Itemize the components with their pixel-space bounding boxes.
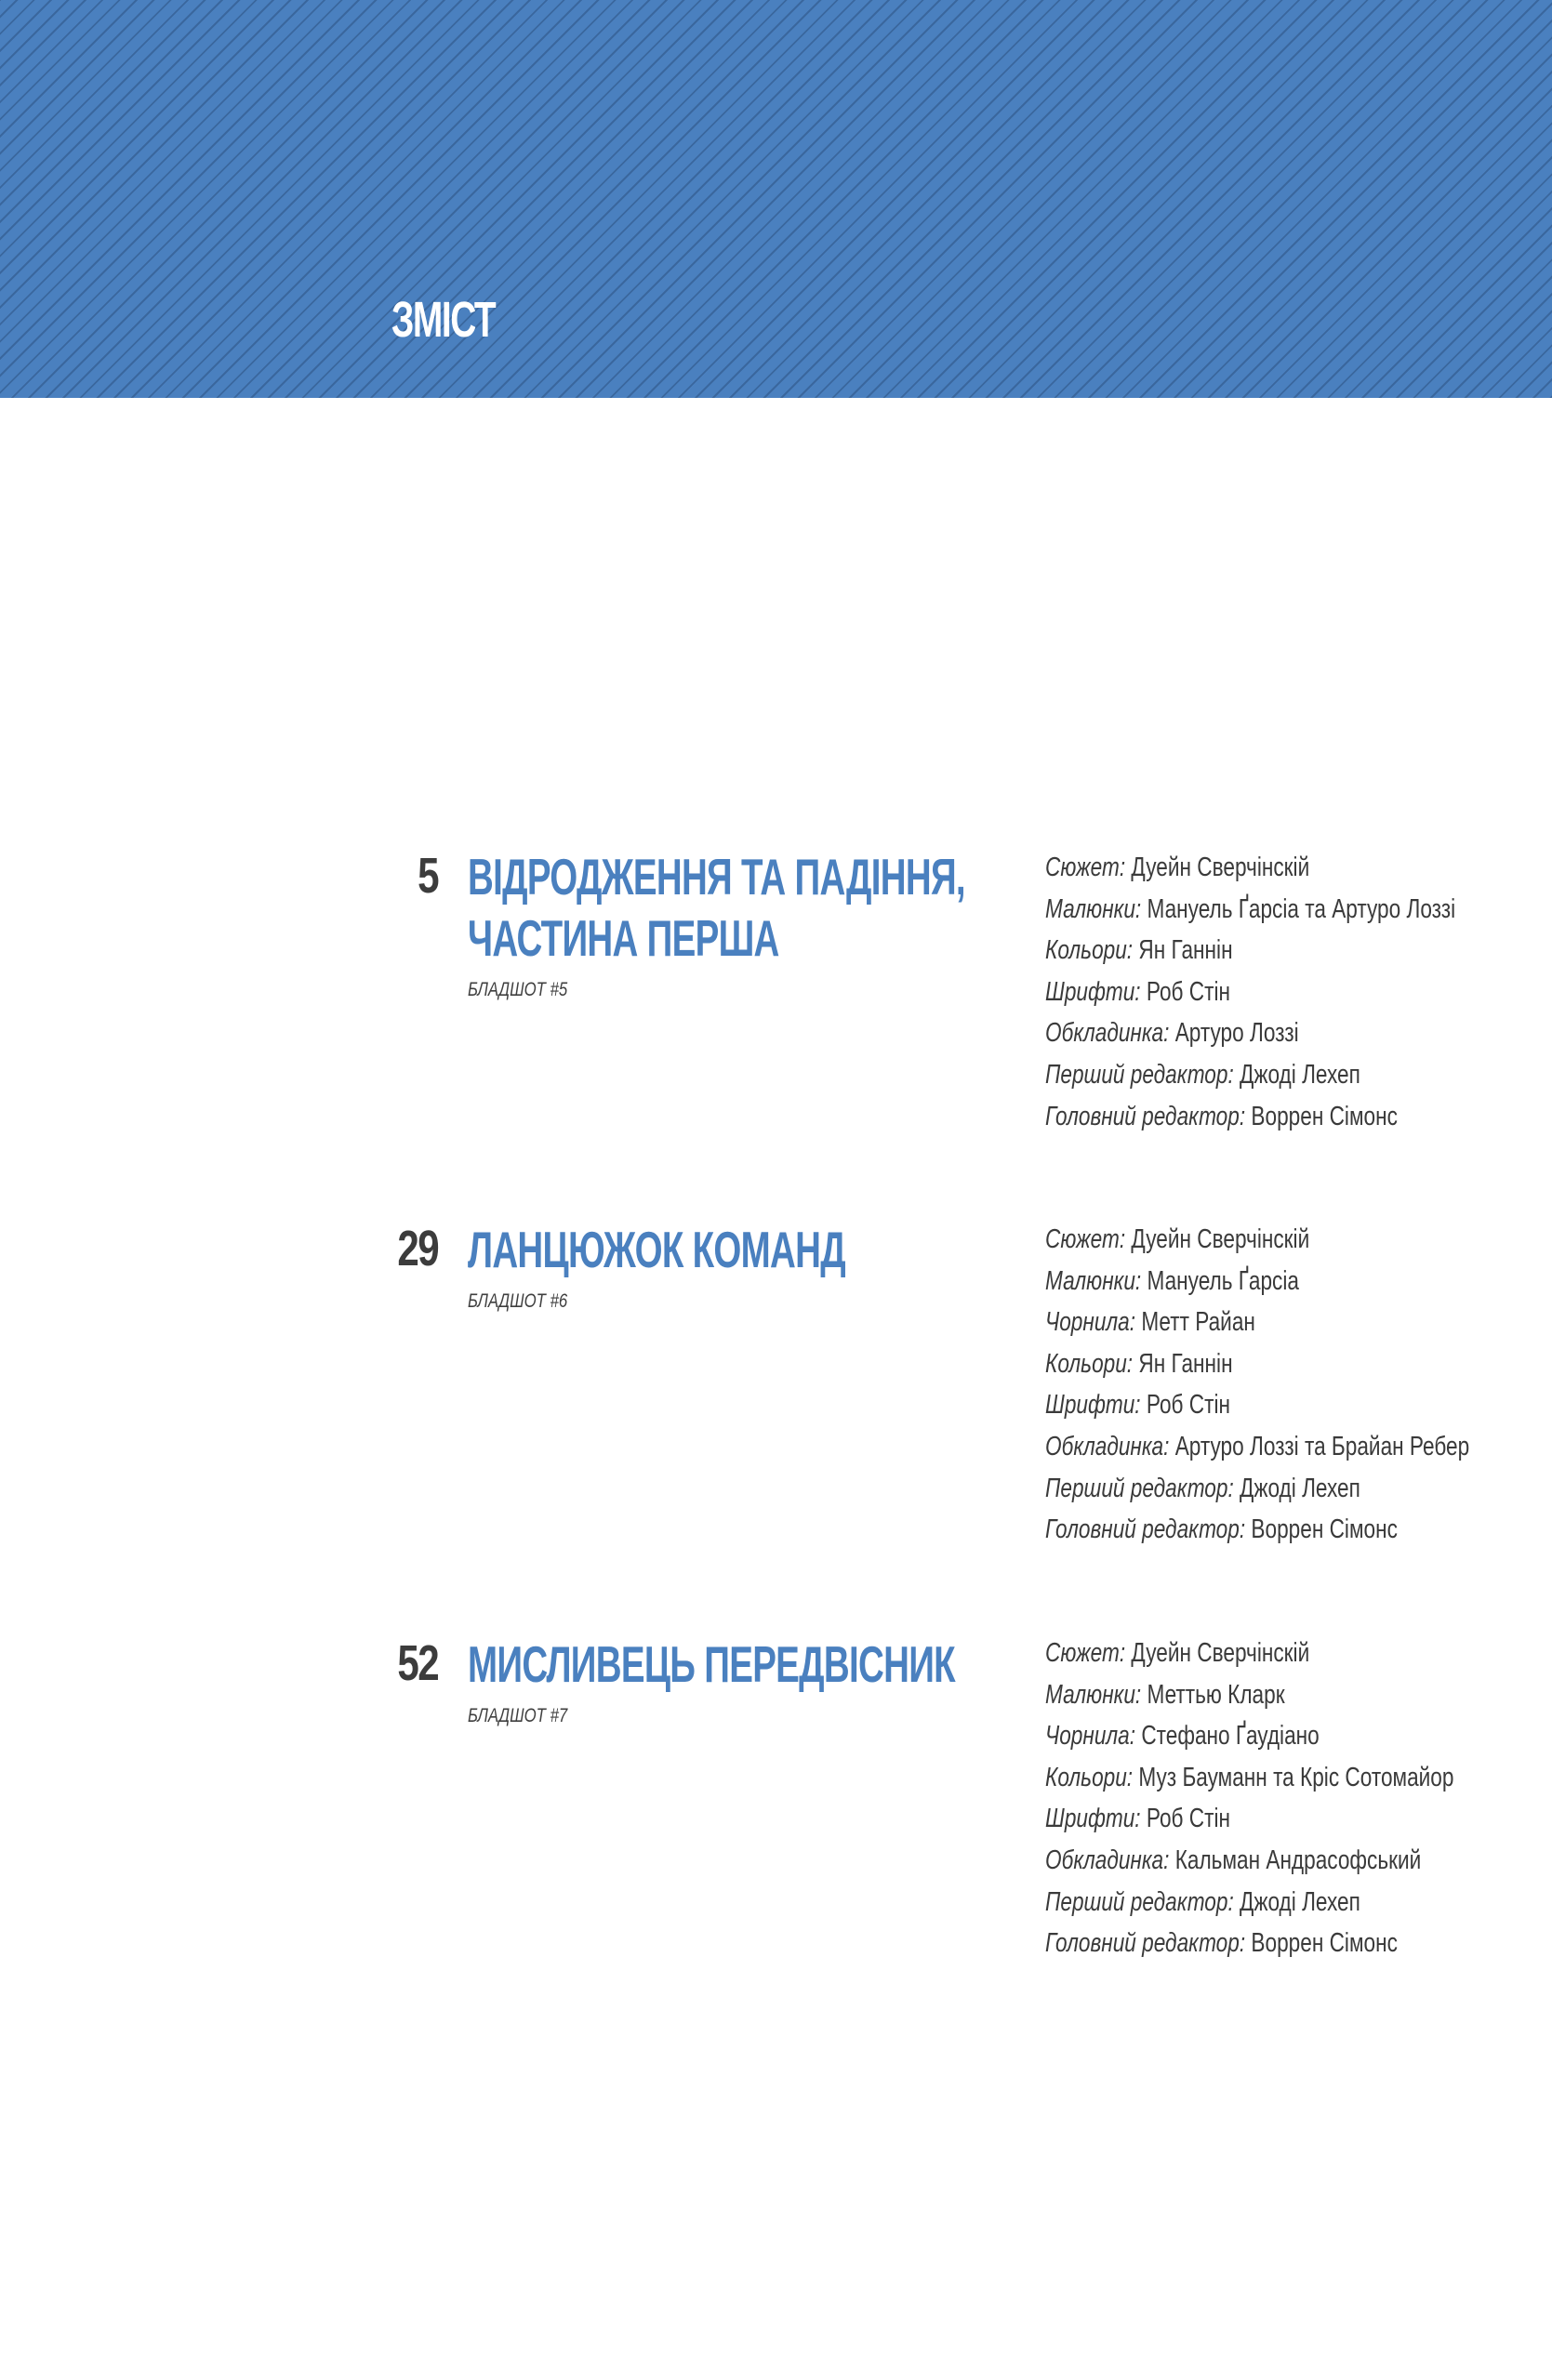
credit-name: Джоді Лехеп [1240,1886,1360,1917]
credit-name: Мануель Ґарсіа та Артуро Лоззі [1147,893,1456,924]
credit-name: Метт Райан [1141,1307,1255,1338]
page-number: 52 [397,1635,438,1691]
story-title-line: МИСЛИВЕЦЬ ПЕРЕДВІСНИК [468,1635,955,1693]
credit-line [1045,1219,1437,1261]
credit-role: Перший редактор: [1045,1059,1234,1090]
credit-role: Чорнила: [1045,1721,1136,1752]
credits-list [1045,1219,1547,1551]
credit-name: Воррен Сімонс [1251,1928,1398,1959]
story-title-line: ЧАСТИНА ПЕРША [468,909,779,967]
credit-name: Кальман Андрасофський [1174,1844,1422,1875]
credit-role: Малюнки: [1045,1679,1142,1710]
credit-line [1045,1012,1437,1054]
credit-name: Меттью Кларк [1147,1679,1285,1710]
credit-name: Джоді Лехеп [1240,1059,1360,1090]
credit-role: Головний редактор: [1045,1101,1246,1131]
credit-role: Головний редактор: [1045,1514,1246,1545]
credit-role: Обкладинка: [1045,1431,1170,1461]
credit-line [1045,972,1437,1013]
credit-role: Сюжет: [1045,1638,1126,1668]
credit-line [1045,1840,1437,1882]
credit-name: Мануель Ґарсіа [1147,1265,1299,1296]
credit-name: Ян Ганнін [1138,1348,1233,1379]
credit-name: Воррен Сімонс [1251,1514,1398,1545]
credit-role: Малюнки: [1045,1265,1142,1296]
credit-name: Стефано Ґаудіано [1141,1721,1320,1752]
credit-line [1045,1426,1470,1468]
issue-label: БЛАДШОТ #7 [468,1705,568,1726]
credit-name: Дуейн Сверчінскій [1131,1224,1310,1254]
credit-line [1045,1302,1437,1343]
header-band [0,0,1552,398]
credit-line [1045,1096,1437,1138]
credit-role: Обкладинка: [1045,1018,1170,1049]
credit-role: Кольори: [1045,1762,1134,1792]
credit-line [1045,1261,1437,1302]
credit-role: Шрифти: [1045,976,1141,1007]
credit-role: Перший редактор: [1045,1473,1234,1503]
credit-name: Дуейн Сверчінскій [1131,853,1310,882]
credit-role: Обкладинка: [1045,1844,1170,1875]
credit-line [1045,1757,1454,1799]
credit-line [1045,1633,1437,1674]
credit-line [1045,847,1437,889]
credit-line [1045,1882,1437,1924]
credit-line [1045,889,1456,931]
credit-name: Дуейн Сверчінскій [1131,1638,1310,1668]
credits-list [1045,847,1547,1137]
story-title-block [468,1219,1026,1314]
credit-name: Муз Бауманн та Кріс Сотомайор [1138,1762,1454,1792]
credit-role: Кольори: [1045,1348,1134,1379]
credit-line [1045,1054,1437,1096]
credit-role: Головний редактор: [1045,1928,1246,1959]
credit-line [1045,1674,1437,1716]
credit-name: Артуро Лоззі та Брайан Ребер [1174,1431,1470,1461]
credit-role: Сюжет: [1045,853,1126,882]
credit-line [1045,930,1437,972]
credit-line [1045,1798,1437,1840]
page-title: ЗМІСТ [391,292,496,348]
credit-line [1045,1715,1437,1757]
credit-name: Воррен Сімонс [1251,1101,1398,1131]
credit-name: Артуро Лоззі [1174,1018,1299,1049]
credit-line [1045,1468,1437,1510]
credit-line [1045,1509,1437,1551]
credit-name: Роб Стін [1146,976,1231,1007]
page-number: 5 [418,848,438,904]
story-title-block [468,1633,1026,1728]
credit-line [1045,1343,1437,1385]
credit-line [1045,1384,1437,1426]
credit-name: Роб Стін [1146,1804,1231,1834]
credit-line [1045,1923,1437,1964]
page-number: 29 [397,1221,438,1276]
credit-name: Ян Ганнін [1138,935,1233,966]
story-title-line: ЛАНЦЮЖОК КОМАНД [468,1221,845,1278]
credit-role: Сюжет: [1045,1224,1126,1254]
credit-role: Кольори: [1045,935,1134,966]
credit-role: Шрифти: [1045,1390,1141,1421]
story-title-block [468,846,1026,1002]
credits-list [1045,1633,1547,1964]
credit-role: Чорнила: [1045,1307,1136,1338]
credit-name: Джоді Лехеп [1240,1473,1360,1503]
story-title-line: ВІДРОДЖЕННЯ ТА ПАДІННЯ, [468,848,965,906]
credit-name: Роб Стін [1146,1390,1231,1421]
credit-role: Малюнки: [1045,893,1142,924]
credit-role: Шрифти: [1045,1804,1141,1834]
credit-role: Перший редактор: [1045,1886,1234,1917]
issue-label: БЛАДШОТ #5 [468,979,568,1000]
issue-label: БЛАДШОТ #6 [468,1290,568,1312]
